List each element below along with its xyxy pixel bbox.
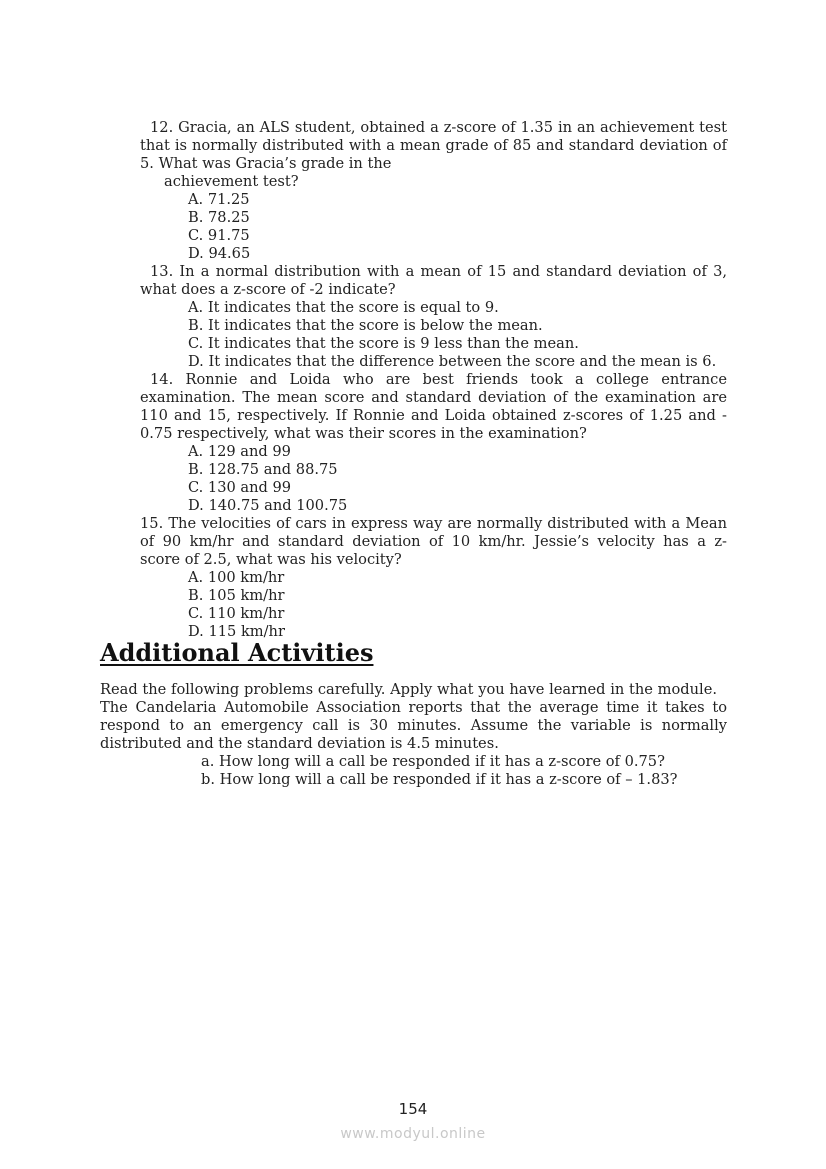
question-14-line-1: 14. Ronnie and Loida who are best friends took a college entrance [150,371,727,388]
question-12-option-b: B. 78.25 [188,209,250,226]
question-13-option-b: B. It indicates that the score is below the mean. [188,317,543,334]
question-14-option-a: A. 129 and 99 [188,443,291,460]
question-14-line-2: examination. The mean score and standard deviation of the examination are [140,389,727,406]
question-14-line-3: 110 and 15, respectively. If Ronnie and Loida obtained z-scores of 1.25 and - [140,407,727,424]
additional-item-a: a. How long will a call be responded if it has a z-score of 0.75? [201,753,665,770]
question-13-line-1: 13. In a normal distribution with a mean of 15 and standard deviation of 3, [150,263,727,280]
additional-line-3: respond to an emergency call is 30 minutes. Assume the variable is normally [100,717,727,734]
question-12-line-3: 5. What was Gracia’s grade in the [140,155,392,172]
page-number: 154 [398,1100,428,1118]
question-14-option-c: C. 130 and 99 [188,479,292,496]
question-15-option-d: D. 115 km/hr [188,623,285,640]
additional-line-2: The Candelaria Automobile Association reports that the average time it takes to [100,699,727,716]
question-15-line-2: of 90 km/hr and standard deviation of 10 km/hr. Jessie’s velocity has a z- [140,533,727,550]
question-13-option-c: C. It indicates that the score is 9 less than the mean. [188,335,579,352]
additional-line-1: Read the following problems carefully. Apply what you have learned in the module. [100,681,717,698]
question-15-option-c: C. 110 km/hr [188,605,285,622]
question-13-line-2: what does a z-score of -2 indicate? [140,281,396,298]
question-12-option-a: A. 71.25 [188,191,250,208]
question-15-option-a: A. 100 km/hr [188,569,285,586]
question-12-option-d: D. 94.65 [188,245,251,262]
question-15-line-3: score of 2.5, what was his velocity? [140,551,402,568]
question-12-line-1: 12. Gracia, an ALS student, obtained a z-score of 1.35 in an achievement test [150,119,727,136]
question-13-option-a: A. It indicates that the score is equal to 9. [188,299,499,316]
additional-activities-heading: Additional Activities [100,638,374,667]
question-12-line-4: achievement test? [164,173,299,190]
additional-item-b: b. How long will a call be responded if it has a z-score of – 1.83? [201,771,678,788]
question-12-option-c: C. 91.75 [188,227,250,244]
question-12-line-2: that is normally distributed with a mean grade of 85 and standard deviation of [140,137,727,154]
question-14-option-b: B. 128.75 and 88.75 [188,461,338,478]
additional-line-4: distributed and the standard deviation is 4.5 minutes. [100,735,499,752]
question-14-option-d: D. 140.75 and 100.75 [188,497,348,514]
question-15-option-b: B. 105 km/hr [188,587,285,604]
watermark: www.modyul.online [340,1126,486,1142]
question-13-option-d: D. It indicates that the difference between the score and the mean is 6. [188,353,717,370]
question-15-line-1: 15. The velocities of cars in express way are normally distributed with a Mean [140,515,727,532]
question-14-line-4: 0.75 respectively, what was their scores in the examination? [140,425,587,442]
